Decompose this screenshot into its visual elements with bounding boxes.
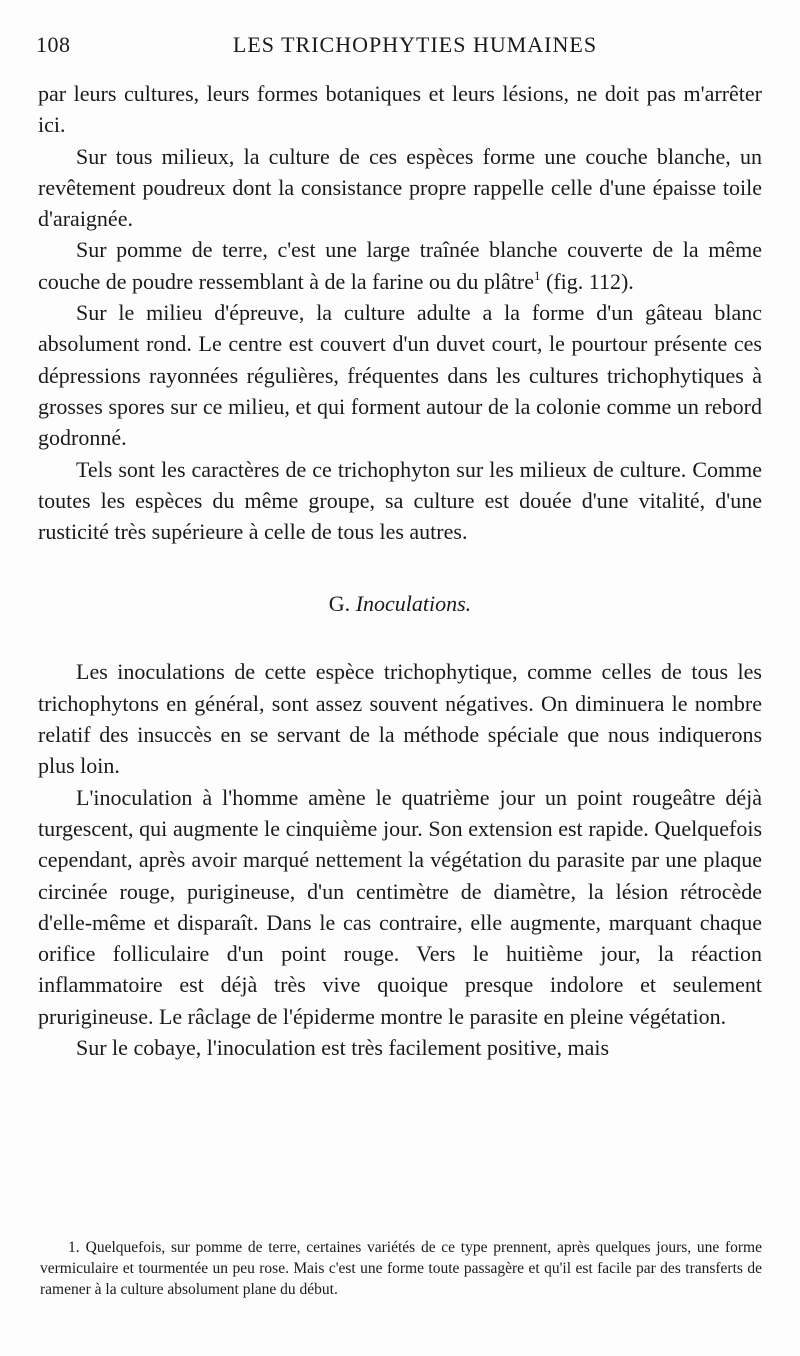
section-title: Inoculations. (355, 591, 472, 617)
footnote-number: 1. (68, 1239, 80, 1256)
paragraph: Sur tous milieux, la culture de ces espèces forme une couche blanche, un revêtement poudreux dont la consistance propre rappelle celle d'une épaisse toile d'araignée. (38, 143, 762, 232)
paragraph: par leurs cultures, leurs formes botaniques et leurs lésions, ne doit pas m'arrêter ici. (38, 81, 762, 138)
running-head (36, 32, 764, 62)
paragraph-text: Sur pomme de terre, c'est une large traînée blanche couverte de la même couche de poudre ressemblant à de la farine ou du plâtre (38, 237, 762, 294)
paragraph (38, 234, 762, 297)
page-number: 108 (36, 32, 71, 57)
paragraph: Sur le cobaye, l'inoculation est très facilement positive, mais (76, 1035, 610, 1061)
body-text (38, 78, 762, 1063)
running-title: LES TRICHOPHYTIES HUMAINES (232, 32, 598, 57)
section-letter: G. (328, 591, 351, 617)
paragraph: Les inoculations de cette espèce trichophytique, comme celles de tous les trichophytons en général, sont assez souvent négatives. On diminuera le nombre relatif des insuccès en se servant de la méthode spéciale que nous indiquerons plus loin. (38, 659, 762, 779)
footnote (40, 1237, 762, 1300)
paragraph: Sur le milieu d'épreuve, la culture adulte a la forme d'un gâteau blanc absolument rond. Le centre est couvert d'un duvet court, le pourtour présente ces dépressions rayonnées régulières, fréquentes dans les cultures trichophytiques à grosses spores sur ce milieu, et qui forment autour de la colonie comme un rebord godronné. (38, 300, 762, 451)
paragraph: L'inoculation à l'homme amène le quatrième jour un point rougeâtre déjà turgescent, qui augmente le cinquième jour. Son extension est rapide. Quelquefois cependant, après avoir marqué nettement la végétation du parasite par une plaque circinée rouge, purigineuse, d'un centimètre de diamètre, la lésion rétrocède d'elle-même et disparaît. Dans le cas contraire, elle augmente, marquant chaque orifice folliculaire d'un point rouge. Vers le huitième jour, la réaction inflammatoire est déjà très vive quoique presque indolore et seulement prurigineuse. Le râclage de l'épiderme montre le parasite en pleine végétation. (38, 784, 762, 1029)
footnote-reference[interactable]: 1 (534, 267, 541, 283)
paragraph-text: (fig. 112). (540, 268, 634, 294)
footnote-paragraph (40, 1237, 762, 1300)
paragraph: Tels sont les caractères de ce trichophyton sur les milieux de culture. Comme toutes les espèces du même groupe, sa culture est douée d'une vitalité, d'une rusticité très supérieure à celle de tous les autres. (38, 456, 762, 545)
footnote-text: Quelquefois, sur pomme de terre, certaines variétés de ce type prennent, après quelques jours, une forme vermiculaire et tourmentée un peu rose. Mais c'est une forme toute passagère et qu'il est facile par des transferts de ramener à la culture absolument plane du début. (40, 1239, 762, 1298)
section-heading (38, 588, 762, 619)
